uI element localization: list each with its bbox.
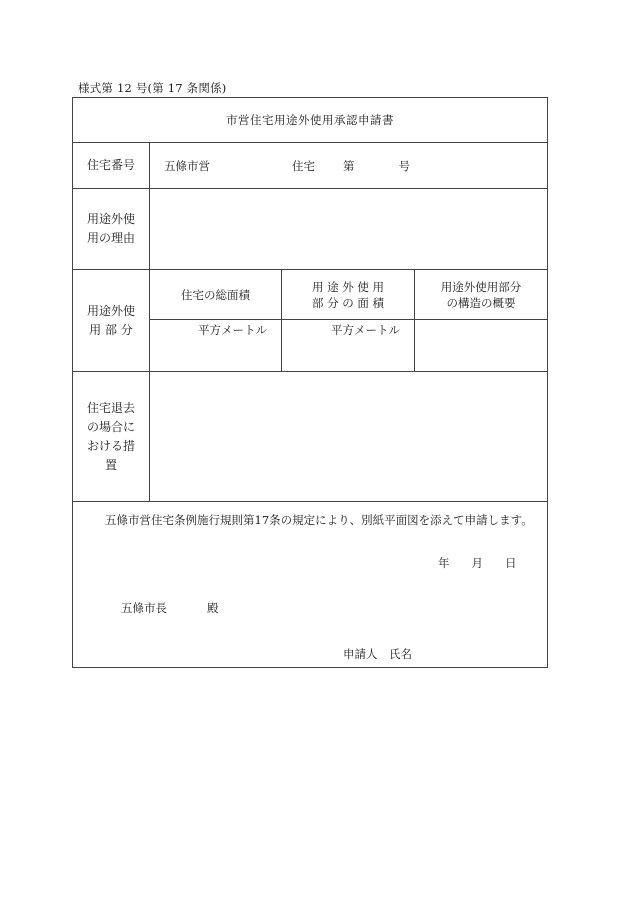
- structure-header-line2: の構造の概要: [446, 295, 516, 310]
- applicant-name-line[interactable]: 申請人 氏名: [343, 647, 412, 661]
- use-area-header: [282, 270, 415, 320]
- reason-label-line2: 用の理由: [86, 231, 135, 245]
- mayor-line: [121, 600, 219, 616]
- vacate-label-line4: 置: [104, 457, 117, 472]
- day-text: 日: [505, 556, 517, 570]
- use-area-unit: 平方メートル: [331, 323, 400, 337]
- form-code: 様式第 12 号(第 17 条関係): [78, 81, 227, 95]
- use-area-field[interactable]: [282, 320, 415, 372]
- housing-city-text: 五條市営: [164, 158, 210, 173]
- month-text: 月: [471, 556, 483, 570]
- structure-header-line1: 用途外使用部分: [440, 279, 522, 294]
- reason-label-line1: 用途外使: [86, 212, 135, 226]
- form-title: 市営住宅用途外使用承認申請書: [73, 98, 548, 143]
- reason-label: [73, 189, 150, 270]
- use-area-header-line1: 用 途 外 使 用: [311, 279, 385, 294]
- use-area-header-line2: 部 分 の 面 積: [311, 295, 385, 310]
- use-part-label-line1: 用途外使: [86, 303, 135, 318]
- declaration-statement: 五條市営住宅条例施行規則第17条の規定により、別紙平面図を添えて申請します。: [105, 513, 533, 527]
- structure-header: [415, 270, 548, 320]
- dai-text: 第: [343, 158, 355, 173]
- vacate-label: [73, 372, 150, 502]
- housing-text: 住宅: [292, 158, 315, 173]
- housing-number-label: 住宅番号: [73, 143, 150, 189]
- date-line[interactable]: [438, 555, 517, 571]
- use-part-label: [73, 270, 150, 372]
- year-text: 年: [438, 556, 450, 570]
- total-area-header: 住宅の総面積: [150, 270, 282, 320]
- go-text: 号: [398, 158, 410, 173]
- vacate-label-line2: の場合に: [86, 419, 135, 434]
- reason-field[interactable]: [150, 189, 548, 270]
- use-part-label-line2: 用 部 分: [89, 322, 133, 337]
- mayor-text: 五條市長: [121, 601, 167, 615]
- vacate-field[interactable]: [150, 372, 548, 502]
- structure-field[interactable]: [415, 320, 548, 372]
- total-area-unit: 平方メートル: [198, 323, 267, 337]
- declaration-section: [73, 502, 548, 668]
- vacate-label-line3: おける措: [86, 438, 135, 453]
- vacate-label-line1: 住宅退去: [86, 400, 135, 415]
- total-area-field[interactable]: [150, 320, 282, 372]
- application-form: [72, 97, 548, 668]
- dono-text: 殿: [207, 601, 219, 615]
- housing-number-field[interactable]: [150, 143, 548, 189]
